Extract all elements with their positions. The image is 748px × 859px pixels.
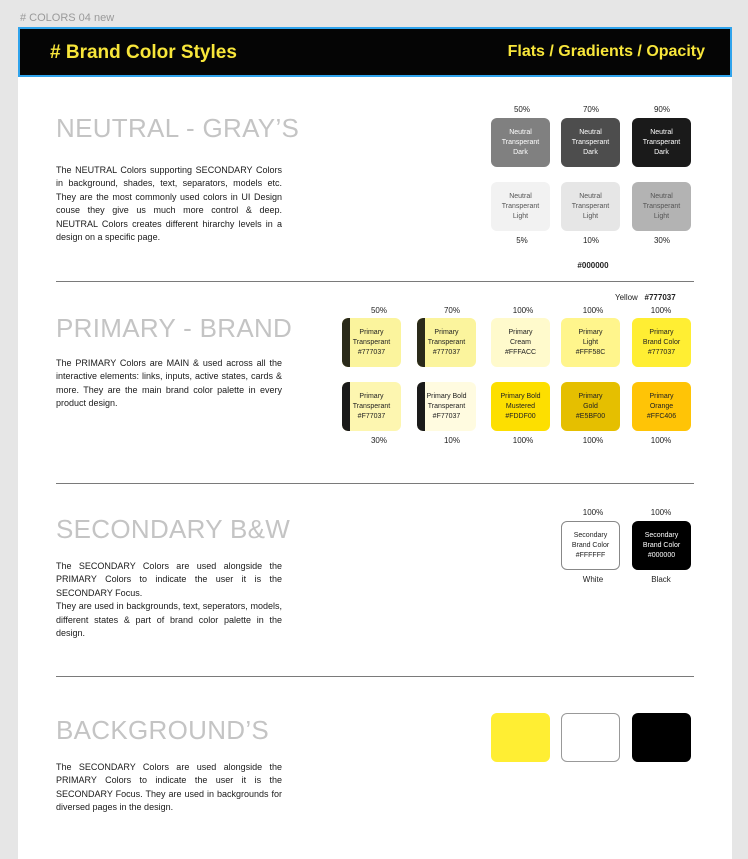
neutral-swatch[interactable] xyxy=(632,182,691,231)
primary-top-pct: 100% xyxy=(582,306,604,315)
swatch-label: Neutral Transperant Dark xyxy=(501,128,540,156)
neutral-swatch[interactable] xyxy=(632,118,691,167)
backgrounds-description: The SECONDARY Colors are used alongside the PRIMARY Colors to indicate the user it is the SECONDARY Focus. They are used in backgrounds for diversed pages in the design. xyxy=(56,762,282,813)
primary-swatch[interactable] xyxy=(417,382,476,431)
background-swatch-white[interactable] xyxy=(561,713,620,762)
primary-swatch[interactable] xyxy=(491,318,550,367)
header-bar xyxy=(18,27,732,77)
neutral-bottom-pct: 30% xyxy=(653,236,670,245)
primary-top-pct: 100% xyxy=(650,306,672,315)
swatch-label: Secondary Brand Color #000000 xyxy=(642,531,681,559)
opacity-bar xyxy=(417,318,425,367)
yellow-label: Yellow xyxy=(615,293,638,302)
secondary-pct: 100% xyxy=(650,508,672,517)
neutral-top-pct: 70% xyxy=(582,105,599,114)
swatch-label: Primary Cream #FFFACC xyxy=(504,328,537,356)
primary-swatch[interactable] xyxy=(417,318,476,367)
primary-swatch[interactable] xyxy=(342,318,401,367)
swatch-label: Neutral Transperant Light xyxy=(642,192,681,220)
primary-bottom-pct: 100% xyxy=(512,436,534,445)
neutral-swatch[interactable] xyxy=(491,182,550,231)
swatch-label: Primary Gold #E5BF00 xyxy=(575,392,606,420)
swatch-label: Primary Orange #FFC406 xyxy=(646,392,677,420)
primary-swatch[interactable] xyxy=(561,382,620,431)
frame-label[interactable]: # COLORS 04 new xyxy=(20,12,115,24)
swatch-label: Neutral Transperant Light xyxy=(501,192,540,220)
section-divider xyxy=(56,281,694,282)
header-title: # Brand Color Styles xyxy=(50,42,237,63)
yellow-hex: #777037 xyxy=(644,293,676,302)
primary-swatch[interactable] xyxy=(561,318,620,367)
neutral-title: NEUTRAL - GRAY’S xyxy=(56,113,300,143)
section-divider xyxy=(56,676,694,677)
opacity-bar xyxy=(342,382,350,431)
primary-yellow-note xyxy=(615,293,676,302)
swatch-label: Primary Transperant #777037 xyxy=(427,328,466,356)
swatch-label: Neutral Transperant Dark xyxy=(642,128,681,156)
primary-swatch[interactable] xyxy=(491,382,550,431)
neutral-swatch[interactable] xyxy=(491,118,550,167)
secondary-title: SECONDARY B&W xyxy=(56,514,291,544)
primary-bottom-pct: 10% xyxy=(443,436,460,445)
swatch-label: Primary Brand Color #777037 xyxy=(642,328,681,356)
primary-bottom-pct: 100% xyxy=(650,436,672,445)
neutral-top-pct: 90% xyxy=(653,105,670,114)
swatch-label: Primary Bold Transperant #F77037 xyxy=(426,392,467,420)
primary-swatch[interactable] xyxy=(342,382,401,431)
secondary-name: White xyxy=(582,575,604,584)
background-swatch-black[interactable] xyxy=(632,713,691,762)
primary-top-pct: 70% xyxy=(443,306,460,315)
section-divider xyxy=(56,483,694,484)
primary-swatch[interactable] xyxy=(632,318,691,367)
primary-bottom-pct: 100% xyxy=(582,436,604,445)
secondary-name: Black xyxy=(651,575,671,584)
swatch-label: Primary Bold Mustered #FDDF00 xyxy=(500,392,541,420)
artboard xyxy=(18,27,732,859)
neutral-bottom-pct: 5% xyxy=(516,236,528,245)
swatch-label: Neutral Transperant Light xyxy=(571,192,610,220)
primary-bottom-pct: 30% xyxy=(370,436,387,445)
neutral-swatch[interactable] xyxy=(561,182,620,231)
primary-swatch[interactable] xyxy=(632,382,691,431)
secondary-swatch-black[interactable] xyxy=(632,521,691,570)
header-subtitle: Flats / Gradients / Opacity xyxy=(507,43,705,60)
secondary-description: The SECONDARY Colors are used alongside the PRIMARY Colors to indicate the user it is the SECONDARY Focus. They are used in backgrounds, text, seperators, models, different states & part of brand color palette in the design. xyxy=(56,561,282,639)
swatch-label: Primary Light #FFF58C xyxy=(575,328,606,356)
primary-title: PRIMARY - BRAND xyxy=(56,313,293,343)
secondary-pct: 100% xyxy=(582,508,604,517)
primary-top-pct: 100% xyxy=(512,306,534,315)
neutral-swatch[interactable] xyxy=(561,118,620,167)
neutral-base-hex: #000000 xyxy=(577,261,609,270)
backgrounds-title: BACKGROUND’S xyxy=(56,715,270,745)
primary-description: The PRIMARY Colors are MAIN & used across all the interactive elements: links, inputs, active states, cards & more. They are the main brand color palette in every product design. xyxy=(56,358,282,409)
primary-top-pct: 50% xyxy=(370,306,387,315)
swatch-label: Primary Transperant #F77037 xyxy=(352,392,391,420)
background-swatch-yellow[interactable] xyxy=(491,713,550,762)
swatch-label: Neutral Transperant Dark xyxy=(571,128,610,156)
secondary-swatch-white[interactable] xyxy=(561,521,620,570)
swatch-label: Secondary Brand Color #FFFFFF xyxy=(571,531,610,559)
neutral-top-pct: 50% xyxy=(513,105,530,114)
neutral-bottom-pct: 10% xyxy=(582,236,599,245)
neutral-description: The NEUTRAL Colors supporting SECONDARY Colors in background, shades, text, separators, models etc. They are the most commonly used colors in UI Design couse they give us much more control & deep. NEUTRAL Colors creates different hirarchy levels in a design on a specific page. xyxy=(56,165,282,243)
swatch-label: Primary Transperant #777037 xyxy=(352,328,391,356)
opacity-bar xyxy=(342,318,350,367)
